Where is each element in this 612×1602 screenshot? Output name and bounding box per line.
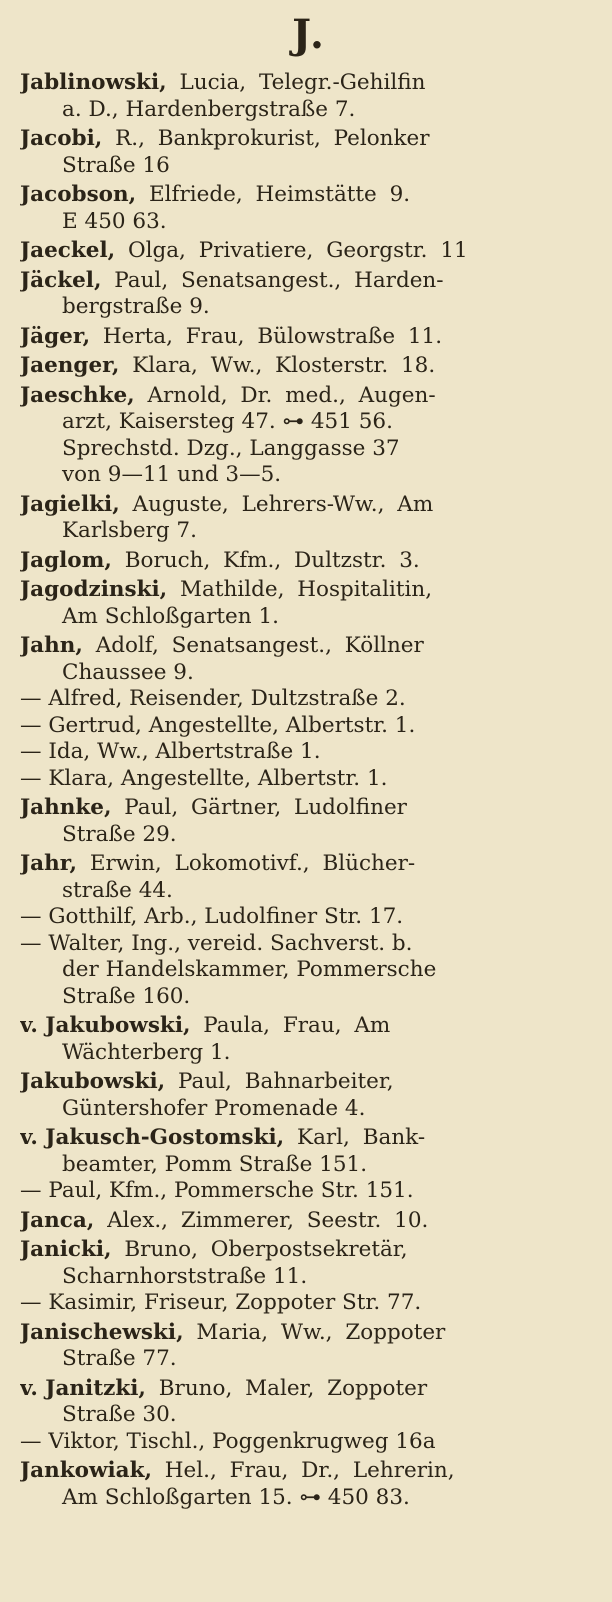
entry-details: Adolf, Senatsangest., Köllner xyxy=(82,633,424,658)
entry-surname: Janca, xyxy=(20,1207,95,1233)
entry-first-line xyxy=(20,1125,598,1152)
entry-surname: v. Janitzki, xyxy=(20,1375,146,1401)
entry-list xyxy=(20,70,598,1511)
entry-first-line xyxy=(20,70,598,97)
directory-entry xyxy=(20,548,598,575)
entry-details: Arnold, Dr. med., Augen- xyxy=(134,382,436,408)
directory-entry xyxy=(20,1125,598,1205)
entry-first-line xyxy=(20,851,598,878)
directory-entry xyxy=(20,268,598,321)
entry-surname: Jäckel, xyxy=(20,267,102,293)
entry-details: Elfriede, Heimstätte 9. xyxy=(136,182,411,207)
directory-entry xyxy=(20,353,598,380)
entry-first-line xyxy=(20,795,598,822)
entry-continuation: a. D., Hardenbergstraße 7. xyxy=(62,96,356,122)
entry-details: Herta, Frau, Bülowstraße 11. xyxy=(90,323,443,349)
entry-first-line xyxy=(20,268,598,295)
entry-surname: Jaenger, xyxy=(20,353,120,378)
entry-continuation: arzt, Kaisersteg 47. ⊶ 451 56. xyxy=(62,409,393,434)
directory-entry xyxy=(20,1376,598,1456)
entry-details: Paul, Senatsangest., Harden- xyxy=(101,267,444,293)
entry-continuation: von 9—11 und 3—5. xyxy=(62,462,282,487)
entry-continuation: Straße 16 xyxy=(62,152,170,178)
entry-surname: Jacobi, xyxy=(20,126,103,151)
entry-continuation: Wächterberg 1. xyxy=(62,1039,231,1065)
entry-surname: Jankowiak, xyxy=(20,1458,152,1483)
entry-first-line xyxy=(20,1458,598,1485)
entry-details: Paula, Frau, Am xyxy=(190,1013,391,1038)
letter-heading: J. xyxy=(292,11,326,58)
entry-details: Boruch, Kfm., Dultzstr. 3. xyxy=(111,547,420,573)
entry-continuation: beamter, Pomm Straße 151. xyxy=(62,1151,368,1177)
entry-surname: Janischewski, xyxy=(20,1319,184,1345)
entry-surname: Jablinowski, xyxy=(20,70,167,95)
directory-entry xyxy=(20,795,598,848)
entry-sub-person: — Gotthilf, Arb., Ludolfiner Str. 17. xyxy=(20,904,404,929)
entry-details: Lucia, Telegr.-Gehilfin xyxy=(166,70,426,95)
directory-entry xyxy=(20,1013,598,1066)
entry-continuation: Am Schloßgarten 1. xyxy=(62,603,279,629)
entry-details: Maria, Ww., Zoppoter xyxy=(183,1319,446,1345)
entry-sub-person: — Klara, Angestellte, Albertstr. 1. xyxy=(20,765,388,791)
entry-sub-person: — Alfred, Reisender, Dultzstraße 2. xyxy=(20,686,406,711)
entry-first-line xyxy=(20,353,598,380)
entry-details: R., Bankprokurist, Pelonker xyxy=(102,126,430,151)
entry-continuation: der Handelskammer, Pommersche xyxy=(62,957,437,982)
entry-details: Bruno, Oberpostsekretär, xyxy=(111,1237,408,1262)
entry-continuation: Karlsberg 7. xyxy=(62,518,197,543)
entry-first-line xyxy=(20,1013,598,1040)
entry-sub-person: — Paul, Kfm., Pommersche Str. 151. xyxy=(20,1178,414,1203)
entry-details: Alex., Zimmerer, Seestr. 10. xyxy=(94,1207,429,1233)
entry-continuation: E 450 63. xyxy=(62,208,167,234)
entry-first-line xyxy=(20,126,598,153)
entry-details: Paul, Gärtner, Ludolfiner xyxy=(111,795,407,820)
entry-sub-person: — Viktor, Tischl., Poggenkrugweg 16a xyxy=(20,1428,436,1454)
directory-entry xyxy=(20,577,598,630)
entry-sub-person: — Kasimir, Friseur, Zoppoter Str. 77. xyxy=(20,1290,422,1315)
entry-surname: Jakubowski, xyxy=(20,1069,166,1094)
directory-entry xyxy=(20,1208,598,1235)
directory-entry xyxy=(20,1237,598,1317)
entry-surname: Jahr, xyxy=(20,851,77,876)
entry-first-line xyxy=(20,1069,598,1096)
directory-entry xyxy=(20,383,598,489)
entry-surname: Janicki, xyxy=(20,1237,112,1262)
directory-entry xyxy=(20,1320,598,1373)
entry-first-line xyxy=(20,324,598,351)
entry-continuation: Sprechstd. Dzg., Langgasse 37 xyxy=(62,435,400,461)
entry-continuation: straße 44. xyxy=(62,877,173,903)
entry-details: Erwin, Lokomotivf., Blücher- xyxy=(76,851,416,876)
directory-entry xyxy=(20,492,598,545)
entry-sub-person: — Gertrud, Angestellte, Albertstr. 1. xyxy=(20,712,416,738)
entry-details: Auguste, Lehrers-Ww., Am xyxy=(119,491,434,517)
entry-surname: Jäger, xyxy=(20,323,91,349)
entry-first-line xyxy=(20,633,598,660)
entry-continuation: Güntershofer Promenade 4. xyxy=(62,1095,366,1121)
entry-first-line xyxy=(20,548,598,575)
entry-continuation: bergstraße 9. xyxy=(62,294,210,319)
directory-entry xyxy=(20,851,598,1010)
entry-details: Mathilde, Hospitalitin, xyxy=(167,577,433,602)
entry-surname: Jaeschke, xyxy=(20,382,135,408)
entry-continuation: Straße 29. xyxy=(62,821,177,847)
entry-continuation: Am Schloßgarten 15. ⊶ 450 83. xyxy=(62,1484,410,1510)
entry-first-line xyxy=(20,1237,598,1264)
entry-first-line xyxy=(20,1208,598,1235)
entry-continuation: Scharnhorststraße 11. xyxy=(62,1263,308,1289)
entry-surname: v. Jakubowski, xyxy=(20,1013,191,1038)
entry-continuation: Straße 160. xyxy=(62,983,191,1009)
directory-entry xyxy=(20,324,598,351)
directory-entry xyxy=(20,633,598,792)
entry-details: Karl, Bank- xyxy=(284,1125,426,1150)
entry-continuation: Chaussee 9. xyxy=(62,659,194,685)
entry-first-line xyxy=(20,1376,598,1403)
entry-surname: Jahnke, xyxy=(20,795,112,820)
entry-details: Paul, Bahnarbeiter, xyxy=(165,1069,394,1094)
entry-surname: Jagodzinski, xyxy=(20,577,168,602)
entry-first-line xyxy=(20,577,598,604)
entry-details: Bruno, Maler, Zoppoter xyxy=(145,1375,428,1401)
entry-details: Olga, Privatiere, Georgstr. 11 xyxy=(115,238,468,263)
entry-surname: Jacobson, xyxy=(20,182,137,207)
entry-surname: Jagielki, xyxy=(20,491,120,517)
directory-entry xyxy=(20,1458,598,1511)
directory-entry xyxy=(20,70,598,123)
entry-surname: Jaglom, xyxy=(20,547,112,573)
entry-first-line xyxy=(20,492,598,519)
entry-sub-person: — Ida, Ww., Albertstraße 1. xyxy=(20,739,321,764)
entry-details: Hel., Frau, Dr., Lehrerin, xyxy=(151,1458,455,1483)
entry-sub-person: — Walter, Ing., vereid. Sachverst. b. xyxy=(20,930,413,956)
entry-surname: Jaeckel, xyxy=(20,238,116,263)
entry-surname: v. Jakusch-Gostomski, xyxy=(20,1125,285,1150)
entry-first-line xyxy=(20,238,598,265)
entry-first-line xyxy=(20,1320,598,1347)
entry-continuation: Straße 30. xyxy=(62,1402,177,1427)
entry-first-line xyxy=(20,182,598,209)
directory-entry xyxy=(20,182,598,235)
directory-entry xyxy=(20,238,598,265)
directory-entry xyxy=(20,126,598,179)
entry-details: Klara, Ww., Klosterstr. 18. xyxy=(119,353,436,378)
entry-first-line xyxy=(20,383,598,410)
directory-entry xyxy=(20,1069,598,1122)
entry-surname: Jahn, xyxy=(20,633,83,658)
entry-continuation: Straße 77. xyxy=(62,1346,177,1371)
